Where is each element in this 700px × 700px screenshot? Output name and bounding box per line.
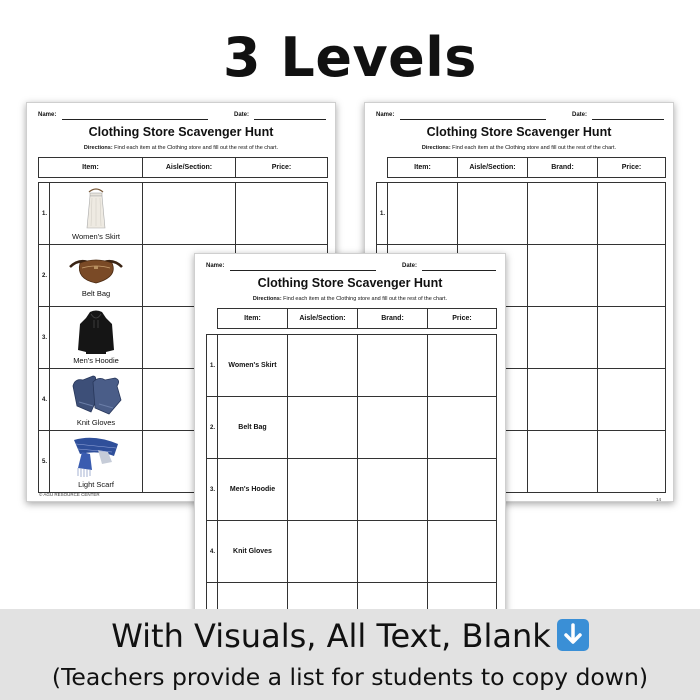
date-rule xyxy=(254,119,326,120)
text-table-header xyxy=(217,308,497,329)
name-date-line xyxy=(376,112,662,122)
worksheet-title: Clothing Store Scavenger Hunt xyxy=(88,125,274,139)
name-label: Name: xyxy=(376,112,395,118)
col-brand: Brand: xyxy=(358,309,428,329)
directions-label: Directions: xyxy=(252,296,282,302)
table-row xyxy=(39,183,328,245)
aisle-cell[interactable] xyxy=(288,397,358,459)
col-price: Price: xyxy=(598,158,666,178)
worksheet-title: Clothing Store Scavenger Hunt xyxy=(257,276,443,290)
item-cell xyxy=(50,431,143,493)
name-date-line xyxy=(206,263,494,273)
directions-text: Find each item at the Clothing store and fill out the rest of the chart. xyxy=(450,145,617,151)
directions-label: Directions: xyxy=(83,145,113,151)
scarf-icon xyxy=(68,434,124,478)
table-row xyxy=(377,183,666,245)
price-cell[interactable] xyxy=(428,459,497,521)
col-item: Item: xyxy=(388,158,458,178)
banner-line-1-text: With Visuals, All Text, Blank xyxy=(111,617,551,655)
brand-cell[interactable] xyxy=(528,307,598,369)
directions-text: Find each item at the Clothing store and fill out the rest of the chart. xyxy=(281,296,448,302)
row-number: 1. xyxy=(377,183,388,245)
brand-cell[interactable] xyxy=(528,431,598,493)
brand-cell[interactable] xyxy=(358,521,428,583)
hoodie-icon xyxy=(76,310,116,354)
col-item: Item: xyxy=(218,309,288,329)
brand-cell[interactable] xyxy=(528,245,598,307)
banner-line-2: (Teachers provide a list for students to copy down) xyxy=(51,663,649,691)
date-label: Date: xyxy=(234,112,250,118)
item-label: Knit Gloves xyxy=(76,418,116,427)
price-cell[interactable] xyxy=(598,183,666,245)
table-row xyxy=(207,397,497,459)
brand-cell[interactable] xyxy=(528,183,598,245)
price-cell[interactable] xyxy=(428,521,497,583)
directions xyxy=(195,296,505,302)
col-brand: Brand: xyxy=(528,158,598,178)
price-cell[interactable] xyxy=(598,431,666,493)
price-cell[interactable] xyxy=(428,335,497,397)
item-cell: Men's Hoodie xyxy=(218,459,288,521)
item-cell: Knit Gloves xyxy=(218,521,288,583)
worksheet-all-text xyxy=(194,253,506,633)
directions-text: Find each item at the Clothing store and fill out the rest of the chart. xyxy=(112,145,279,151)
brand-cell[interactable] xyxy=(358,459,428,521)
price-cell[interactable] xyxy=(598,307,666,369)
col-item: Item: xyxy=(39,158,143,178)
col-aisle: Aisle/Section: xyxy=(143,158,236,178)
table-row xyxy=(207,335,497,397)
name-label: Name: xyxy=(206,263,225,269)
item-cell: Belt Bag xyxy=(218,397,288,459)
item-label: Light Scarf xyxy=(78,480,114,489)
item-label: Men's Hoodie xyxy=(73,356,119,365)
brand-cell[interactable] xyxy=(528,369,598,431)
price-cell[interactable] xyxy=(598,369,666,431)
name-rule xyxy=(400,119,546,120)
col-aisle: Aisle/Section: xyxy=(458,158,528,178)
date-label: Date: xyxy=(402,263,418,269)
worksheet-title: Clothing Store Scavenger Hunt xyxy=(426,125,612,139)
row-number: 2. xyxy=(207,397,218,459)
brand-cell[interactable] xyxy=(358,335,428,397)
row-number: 3. xyxy=(39,307,50,369)
gloves-icon xyxy=(69,372,123,416)
row-number: 2. xyxy=(39,245,50,307)
download-arrow-icon xyxy=(557,619,589,651)
date-rule xyxy=(592,119,664,120)
directions-label: Directions: xyxy=(421,145,451,151)
col-price: Price: xyxy=(428,309,497,329)
aisle-cell[interactable] xyxy=(288,459,358,521)
item-cell xyxy=(50,245,143,307)
headline: 3 Levels xyxy=(223,26,477,89)
banner-line-1 xyxy=(0,617,700,655)
item-label: Women's Skirt xyxy=(72,232,120,241)
row-number: 4. xyxy=(39,369,50,431)
price-cell[interactable] xyxy=(236,183,328,245)
blank-table-header xyxy=(387,157,666,178)
page-number: 14 xyxy=(655,497,661,502)
table-row xyxy=(207,459,497,521)
name-rule xyxy=(230,270,376,271)
date-rule xyxy=(422,270,496,271)
aisle-cell[interactable] xyxy=(143,183,236,245)
row-number: 1. xyxy=(39,183,50,245)
row-number: 4. xyxy=(207,521,218,583)
name-rule xyxy=(62,119,208,120)
price-cell[interactable] xyxy=(428,397,497,459)
text-table xyxy=(206,334,497,633)
item-cell[interactable] xyxy=(388,183,458,245)
copyright-text: © AGU RESOURCE CENTER xyxy=(39,492,100,497)
bottom-banner xyxy=(0,609,700,700)
directions xyxy=(365,145,673,151)
skirt-icon xyxy=(83,186,109,230)
item-cell xyxy=(50,307,143,369)
aisle-cell[interactable] xyxy=(288,521,358,583)
directions xyxy=(27,145,335,151)
brand-cell[interactable] xyxy=(358,397,428,459)
row-number: 1. xyxy=(207,335,218,397)
item-cell xyxy=(50,183,143,245)
price-cell[interactable] xyxy=(598,245,666,307)
row-number: 5. xyxy=(39,431,50,493)
visuals-table-header xyxy=(38,157,328,178)
table-row xyxy=(207,521,497,583)
item-cell: Women's Skirt xyxy=(218,335,288,397)
name-date-line xyxy=(38,112,324,122)
name-label: Name: xyxy=(38,112,57,118)
col-aisle: Aisle/Section: xyxy=(288,309,358,329)
row-number: 3. xyxy=(207,459,218,521)
item-cell xyxy=(50,369,143,431)
col-price: Price: xyxy=(236,158,328,178)
belt-bag-icon xyxy=(68,253,124,287)
aisle-cell[interactable] xyxy=(288,335,358,397)
aisle-cell[interactable] xyxy=(458,183,528,245)
date-label: Date: xyxy=(572,112,588,118)
item-label: Belt Bag xyxy=(81,289,111,298)
